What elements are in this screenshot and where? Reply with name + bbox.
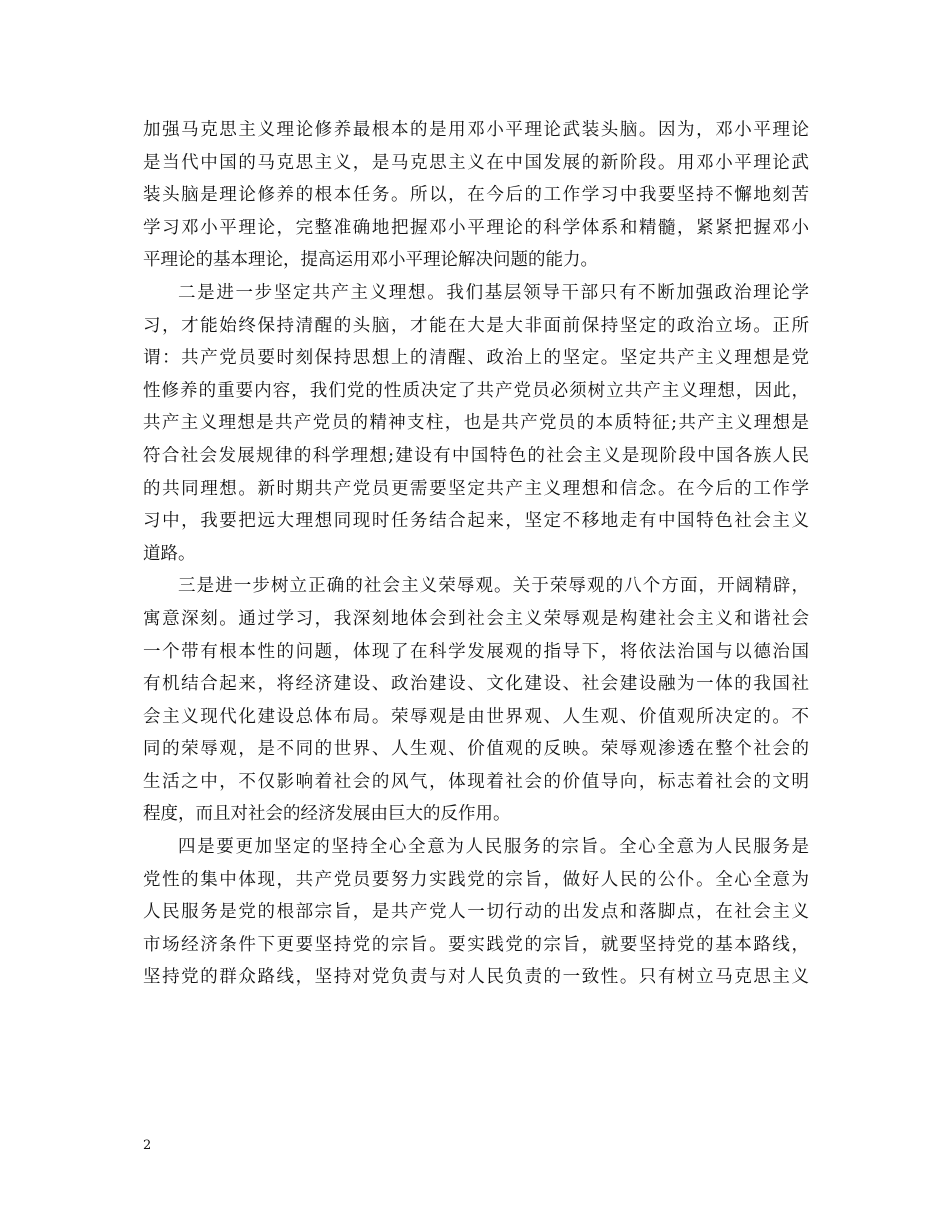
paragraph-2-line-3: 谓：共产党员要时刻保持思想上的清醒、政治上的坚定。坚定共产主义理想是党: [143, 348, 809, 369]
paragraph-2-line-7: 的共同理想。新时期共产党员更需要坚定共产主义理想和信念。在今后的工作学: [143, 478, 809, 499]
paragraph-1-line-2: 是当代中国的马克思主义，是马克思主义在中国发展的新阶段。用邓小平理论武: [143, 152, 809, 173]
body-text: [143, 114, 809, 994]
paragraph-3-line-4: 有机结合起来，将经济建设、政治建设、文化建设、社会建设融为一体的我国社: [143, 674, 809, 695]
paragraph-4-line-1: 四是要更加坚定的坚持全心全意为人民服务的宗旨。全心全意为人民服务是: [178, 837, 809, 858]
paragraph-2-line-8: 习中，我要把远大理想同现时任务结合起来，坚定不移地走有中国特色社会主义: [143, 511, 809, 532]
paragraph-3-line-1: 三是进一步树立正确的社会主义荣辱观。关于荣辱观的八个方面，开阔精辟，: [178, 576, 809, 597]
page-number: 2: [143, 1138, 152, 1153]
paragraph-2-line-6: 符合社会发展规律的科学理想;建设有中国特色的社会主义是现阶段中国各族人民: [143, 445, 809, 466]
paragraph-1-line-4: 学习邓小平理论，完整准确地把握邓小平理论的科学体系和精髓，紧紧把握邓小: [143, 217, 809, 238]
paragraph-2-line-1: 二是进一步坚定共产主义理想。我们基层领导干部只有不断加强政治理论学: [178, 282, 809, 303]
paragraph-3-line-3: 一个带有根本性的问题，体现了在科学发展观的指导下，将依法治国与以德治国: [143, 641, 809, 662]
paragraph-1-line-5: 平理论的基本理论，提高运用邓小平理论解决问题的能力。: [143, 250, 598, 271]
paragraph-2-line-2: 习，才能始终保持清醒的头脑，才能在大是大非面前保持坚定的政治立场。正所: [143, 315, 809, 336]
paragraph-3-line-8: 程度，而且对社会的经济发展由巨大的反作用。: [143, 804, 511, 825]
paragraph-4-line-3: 人民服务是党的根部宗旨，是共产党人一切行动的出发点和落脚点，在社会主义: [143, 902, 809, 923]
paragraph-3-line-7: 生活之中，不仅影响着社会的风气，体现着社会的价值导向，标志着社会的文明: [143, 771, 809, 792]
paragraph-2-line-5: 共产主义理想是共产党员的精神支柱，也是共产党员的本质特征;共产主义理想是: [143, 413, 809, 434]
paragraph-4-line-4: 市场经济条件下更要坚持党的宗旨。要实践党的宗旨，就要坚持党的基本路线，: [143, 934, 809, 955]
paragraph-4-line-2: 党性的集中体现，共产党员要努力实践党的宗旨，做好人民的公仆。全心全意为: [143, 869, 809, 890]
paragraph-3-line-2: 寓意深刻。通过学习，我深刻地体会到社会主义荣辱观是构建社会主义和谐社会: [143, 608, 809, 629]
paragraph-4-line-5: 坚持党的群众路线，坚持对党负责与对人民负责的一致性。只有树立马克思主义: [143, 967, 809, 988]
paragraph-3-line-6: 同的荣辱观，是不同的世界、人生观、价值观的反映。荣辱观渗透在整个社会的: [143, 739, 809, 760]
paragraph-3-line-5: 会主义现代化建设总体布局。荣辱观是由世界观、人生观、价值观所决定的。不: [143, 706, 809, 727]
paragraph-1-line-3: 装头脑是理论修养的根本任务。所以，在今后的工作学习中我要坚持不懈地刻苦: [143, 185, 809, 206]
paragraph-1-line-1: 加强马克思主义理论修养最根本的是用邓小平理论武装头脑。因为，邓小平理论: [143, 120, 809, 140]
paragraph-2-line-4: 性修养的重要内容，我们党的性质决定了共产党员必须树立共产主义理想，因此，: [143, 380, 809, 401]
paragraph-2-line-9: 道路。: [143, 543, 196, 564]
